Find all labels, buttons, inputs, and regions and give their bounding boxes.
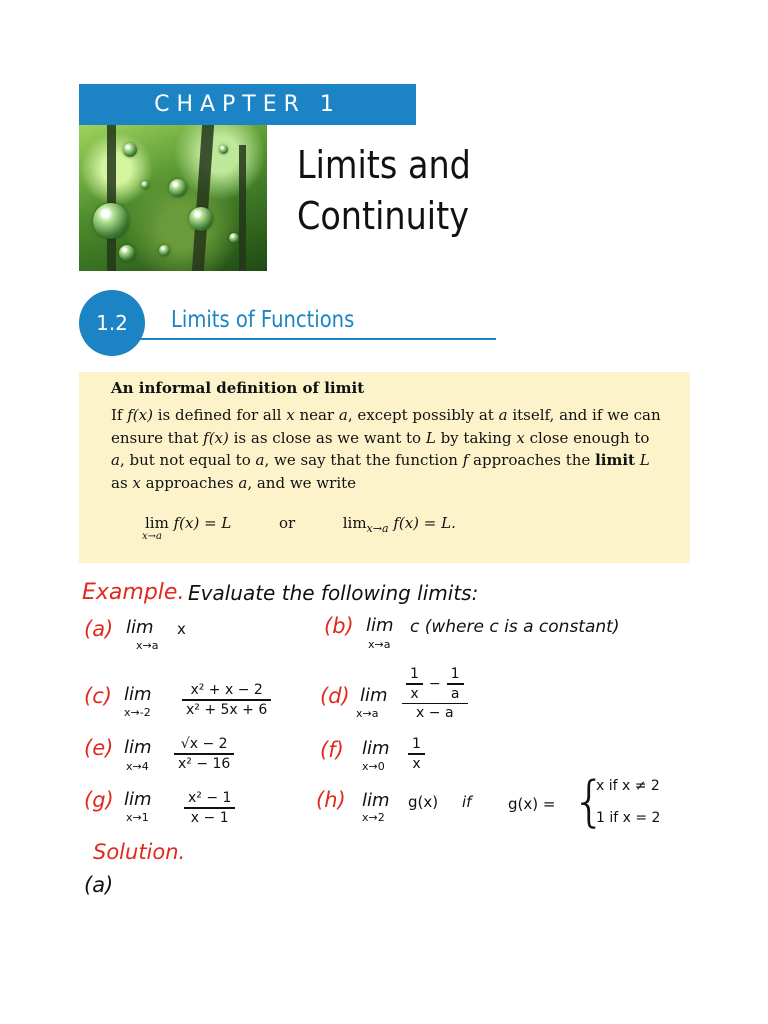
item-d-label: (d) — [320, 684, 350, 708]
definition-heading: An informal definition of limit — [111, 379, 365, 397]
section-number-badge — [79, 290, 145, 356]
item-h-expr: g(x) — [408, 793, 439, 811]
item-a-label: (a) — [84, 617, 114, 641]
item-d-fraction — [402, 665, 468, 722]
item-f-numerator: 1 — [412, 736, 421, 752]
item-f-denominator: x — [412, 755, 421, 772]
item-c-sub: x→-2 — [124, 706, 151, 719]
brace-icon: { — [572, 770, 607, 833]
section-title: Limits of Functions — [171, 307, 355, 333]
item-f-label: (f) — [320, 738, 344, 762]
chapter-title — [297, 140, 471, 242]
chapter-title-line2: Continuity — [297, 194, 469, 238]
item-c-label: (c) — [84, 684, 112, 708]
item-h-sub: x→2 — [362, 811, 385, 824]
chapter-banner — [79, 84, 416, 125]
item-g-denominator: x − 1 — [190, 809, 229, 826]
item-g-numerator: x² − 1 — [188, 790, 232, 806]
item-d-lim: lim — [360, 685, 388, 706]
definition-formula — [142, 514, 456, 542]
example-label: Example. — [82, 580, 185, 605]
item-d-numerator: $\frac{1}{x}$ − $\frac{1}{a}$ — [402, 665, 468, 703]
item-h-if: if — [462, 793, 472, 811]
item-f-lim: lim — [362, 738, 390, 759]
item-g-sub: x→1 — [126, 811, 149, 824]
formula-left: f(x) = L — [173, 514, 232, 532]
item-b-label: (b) — [324, 614, 354, 638]
formula-right-sub: x→a — [366, 522, 389, 535]
item-d-denominator: x − a — [416, 705, 454, 721]
item-f-sub: x→0 — [362, 760, 385, 773]
section-number: 1.2 — [96, 311, 128, 335]
solution-a-label: (a) — [84, 873, 114, 897]
definition-body: If f(x) is defined for all x near a, except possibly at a itself, and if we can ensure that f(x) is as close as we want to L by taking x close enough to a, but not equal to a, we say that the function f approaches the limit L as x approaches a, and we write — [111, 406, 661, 492]
item-e-denominator: x² − 16 — [178, 755, 231, 772]
item-h-case1: x if x ≠ 2 — [596, 778, 660, 794]
item-e-numerator: √x − 2 — [180, 736, 228, 752]
section-rule — [140, 338, 496, 340]
item-e-label: (e) — [84, 736, 114, 760]
item-d-sub: x→a — [356, 707, 379, 720]
item-h-lim: lim — [362, 790, 390, 811]
item-a-sub: x→a — [136, 639, 159, 652]
chapter-label: CHAPTER 1 — [154, 92, 341, 117]
item-h-g-def: g(x) = — [508, 795, 556, 813]
item-c-lim: lim — [124, 684, 152, 705]
item-g-label: (g) — [84, 788, 114, 812]
item-h-case2: 1 if x = 2 — [596, 810, 661, 826]
example-instruction: Evaluate the following limits: — [188, 581, 479, 605]
formula-or: or — [278, 514, 296, 532]
item-g-lim: lim — [124, 789, 152, 810]
formula-right-lim: lim — [342, 514, 367, 532]
chapter-cover-image — [79, 125, 267, 271]
item-c-numerator: x² + x − 2 — [190, 682, 263, 698]
formula-lim-sub: x→a — [142, 531, 162, 542]
item-b-lim: lim — [366, 615, 394, 636]
item-b-expr: c (where c is a constant) — [410, 617, 620, 637]
chapter-title-line1: Limits and — [297, 143, 471, 187]
item-f-fraction — [408, 735, 425, 773]
item-c-fraction — [182, 681, 271, 719]
item-e-fraction — [174, 735, 234, 773]
formula-lim: lim — [145, 514, 169, 532]
item-e-sub: x→4 — [126, 760, 149, 773]
item-g-fraction — [184, 789, 235, 827]
item-a-expr: x — [177, 620, 186, 638]
item-b-sub: x→a — [368, 638, 391, 651]
item-e-lim: lim — [124, 737, 152, 758]
formula-right: f(x) = L. — [393, 514, 456, 532]
solution-label: Solution. — [93, 840, 186, 864]
item-h-label: (h) — [316, 788, 346, 812]
item-c-denominator: x² + 5x + 6 — [186, 701, 268, 718]
item-a-lim: lim — [126, 617, 154, 638]
